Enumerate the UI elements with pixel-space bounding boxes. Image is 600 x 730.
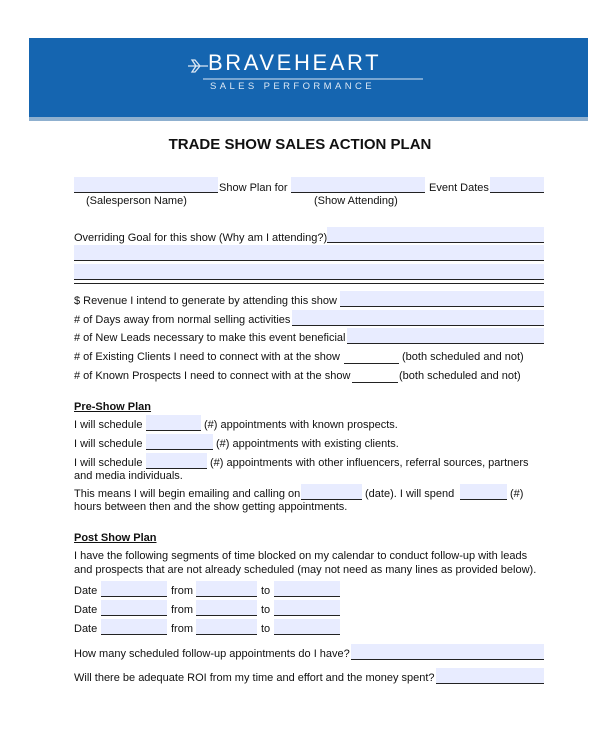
metric-prospects-label: # of Known Prospects I need to connect with at the show [74,370,351,382]
from-label-3: from [171,623,193,635]
metric-leads-label: # of New Leads necessary to make this event beneficial [74,332,346,344]
salesperson-name-caption: (Salesperson Name) [86,195,187,207]
date-field-1[interactable] [101,581,167,597]
date-field-3[interactable] [101,619,167,635]
document-title: TRADE SHOW SALES ACTION PLAN [168,136,432,153]
existing-clients-text: (#) appointments with existing clients. [216,438,399,450]
metric-revenue-field[interactable] [340,291,544,307]
metric-existing-label: # of Existing Clients I need to connect with at the show [74,351,340,363]
from-label-1: from [171,585,193,597]
goal-field-3[interactable] [74,264,544,280]
begin-calling-text: This means I will begin emailing and calling on [74,488,301,500]
metric-leads-field[interactable] [347,328,544,344]
known-prospects-count-field[interactable] [146,415,201,431]
begin-date-field[interactable] [301,484,362,500]
to-field-3[interactable] [274,619,340,635]
metric-revenue-label: $ Revenue I intend to generate by attending this show [74,295,337,307]
metric-prospects-field[interactable] [352,382,398,383]
salesperson-name-field[interactable] [74,177,218,193]
show-plan-for-label: Show Plan for [219,182,288,194]
goal-field-1[interactable] [327,227,544,243]
airplane-logo-icon [187,58,209,74]
to-label-2: to [261,604,271,616]
post-show-para-1: I have the following segments of time blocked on my calendar to conduct follow-up with leads [74,550,528,562]
to-label-3: to [261,623,271,635]
known-prospects-text: (#) appointments with known prospects. [204,419,398,431]
metric-days-label: # of Days away from normal selling activities [74,314,291,326]
goal-field-2[interactable] [74,245,544,261]
existing-clients-count-field[interactable] [146,434,213,450]
event-dates-label: Event Dates [429,182,489,194]
brand-name: BRAVEHEART [208,50,382,75]
to-field-1[interactable] [274,581,340,597]
hours-count-field[interactable] [460,484,507,500]
goal-label: Overriding Goal for this show (Why am I attending?) [74,232,328,244]
from-label-2: from [171,604,193,616]
date-spend-text: (date). I will spend [365,488,455,500]
metric-prospects-note: (both scheduled and not) [399,370,521,382]
metric-days-field[interactable] [292,310,544,326]
post-show-para-2: and prospects that are not already scheduled (may not need as many lines as provided below). [74,564,537,576]
pre-show-heading: Pre-Show Plan [74,401,152,413]
metric-existing-field[interactable] [344,363,399,364]
influencers-text-2: and media individuals. [74,470,183,482]
followup-question: How many scheduled follow-up appointments do I have? [74,648,350,660]
header-divider [29,117,588,121]
date-field-2[interactable] [101,600,167,616]
influencers-text-1: (#) appointments with other influencers, referral sources, partners [210,457,529,469]
hours-text: hours between then and the show getting appointments. [74,501,348,513]
metric-existing-note: (both scheduled and not) [402,351,524,363]
show-attending-caption: (Show Attending) [314,195,398,207]
to-label-1: to [261,585,271,597]
goal-field-4[interactable] [74,283,544,284]
from-field-3[interactable] [196,619,257,635]
post-show-heading: Post Show Plan [74,532,157,544]
show-attending-field[interactable] [291,177,425,193]
roi-answer-field[interactable] [436,668,544,684]
date-label-3: Date [74,623,98,635]
schedule-label-3: I will schedule [74,457,143,469]
schedule-label-1: I will schedule [74,419,143,431]
followup-answer-field[interactable] [351,644,544,660]
from-field-1[interactable] [196,581,257,597]
date-label-2: Date [74,604,98,616]
brand-tagline: SALES PERFORMANCE [210,81,375,92]
roi-question: Will there be adequate ROI from my time and effort and the money spent? [74,672,435,684]
event-dates-field[interactable] [490,177,544,193]
hours-hash-text: (#) [510,488,524,500]
influencers-count-field[interactable] [146,453,207,469]
to-field-2[interactable] [274,600,340,616]
from-field-2[interactable] [196,600,257,616]
schedule-label-2: I will schedule [74,438,143,450]
date-label-1: Date [74,585,98,597]
